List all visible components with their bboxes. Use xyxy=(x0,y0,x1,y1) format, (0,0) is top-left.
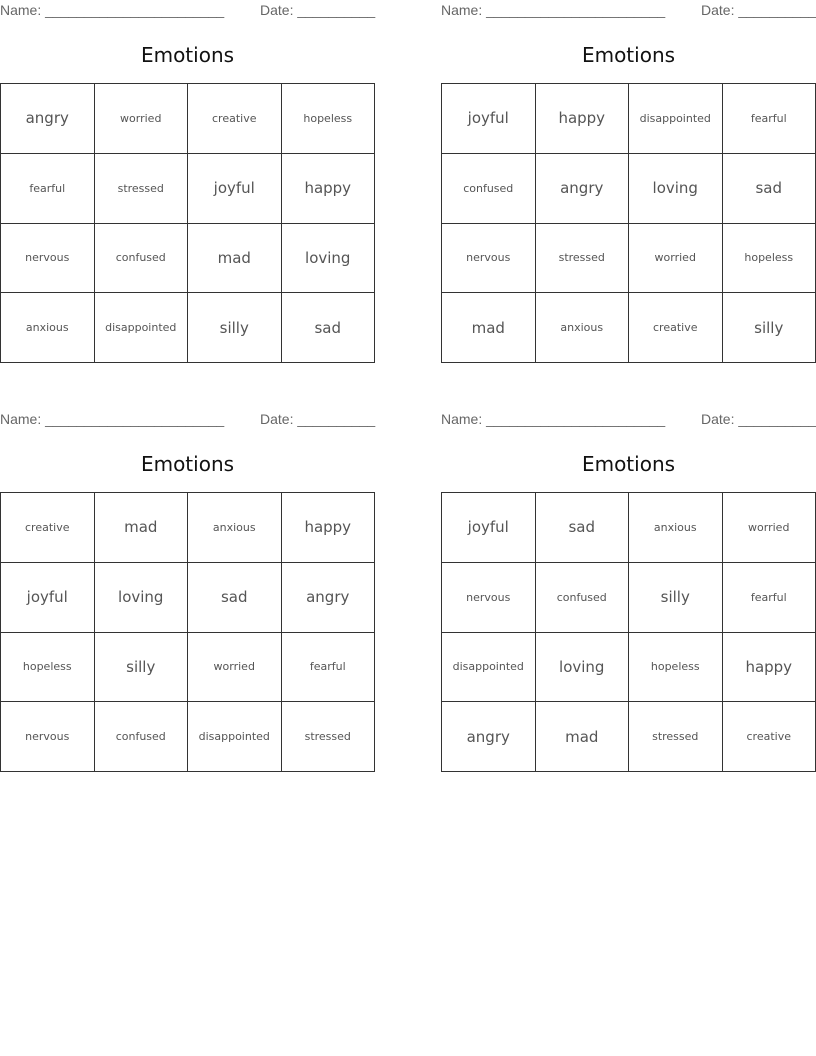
bingo-cell[interactable]: mad xyxy=(536,702,630,772)
name-date-row xyxy=(0,409,375,431)
bingo-cell[interactable]: sad xyxy=(536,493,630,563)
bingo-cell[interactable]: sad xyxy=(282,293,376,363)
bingo-cell[interactable]: mad xyxy=(95,493,189,563)
name-date-row xyxy=(441,409,816,431)
bingo-cell[interactable]: silly xyxy=(188,293,282,363)
bingo-cell[interactable]: loving xyxy=(282,224,376,294)
date-label: Date: xyxy=(701,2,735,18)
bingo-cell[interactable]: joyful xyxy=(1,563,95,633)
bingo-cell[interactable]: worried xyxy=(188,633,282,703)
name-blank[interactable]: _______________________ xyxy=(45,2,225,18)
bingo-cell[interactable]: disappointed xyxy=(629,84,723,154)
bingo-cell[interactable]: fearful xyxy=(1,154,95,224)
name-blank[interactable]: _______________________ xyxy=(45,411,225,427)
date-blank[interactable]: __________ xyxy=(297,2,376,18)
bingo-card xyxy=(0,409,376,744)
bingo-cell[interactable]: joyful xyxy=(188,154,282,224)
bingo-cell[interactable]: confused xyxy=(95,702,189,772)
bingo-cell[interactable]: stressed xyxy=(95,154,189,224)
date-field[interactable] xyxy=(260,411,375,427)
bingo-cell[interactable]: nervous xyxy=(442,224,536,294)
bingo-cell[interactable]: angry xyxy=(1,84,95,154)
bingo-cell[interactable]: creative xyxy=(629,293,723,363)
bingo-cell[interactable]: anxious xyxy=(629,493,723,563)
bingo-cell[interactable]: stressed xyxy=(282,702,376,772)
bingo-cell[interactable]: anxious xyxy=(188,493,282,563)
bingo-cell[interactable]: stressed xyxy=(536,224,630,294)
bingo-cell[interactable]: joyful xyxy=(442,493,536,563)
date-label: Date: xyxy=(260,2,294,18)
name-field[interactable] xyxy=(0,2,224,18)
bingo-cell[interactable]: worried xyxy=(629,224,723,294)
card-title: Emotions xyxy=(581,43,676,67)
name-blank[interactable]: _______________________ xyxy=(486,2,666,18)
bingo-cell[interactable]: nervous xyxy=(1,224,95,294)
bingo-card xyxy=(441,409,816,746)
bingo-cell[interactable]: mad xyxy=(442,293,536,363)
bingo-grid xyxy=(0,492,375,772)
bingo-cell[interactable]: hopeless xyxy=(629,633,723,703)
bingo-cell[interactable]: angry xyxy=(442,702,536,772)
bingo-cell[interactable]: worried xyxy=(723,493,816,563)
bingo-cell[interactable]: hopeless xyxy=(282,84,376,154)
bingo-cell[interactable]: silly xyxy=(95,633,189,703)
card-title: Emotions xyxy=(140,452,235,476)
name-label: Name: xyxy=(441,411,483,427)
date-blank[interactable]: __________ xyxy=(738,2,816,18)
bingo-cell[interactable]: loving xyxy=(629,154,723,224)
name-blank[interactable]: _______________________ xyxy=(486,411,666,427)
bingo-cell[interactable]: nervous xyxy=(442,563,536,633)
bingo-cell[interactable]: anxious xyxy=(536,293,630,363)
bingo-grid xyxy=(441,83,816,363)
bingo-cell[interactable]: confused xyxy=(442,154,536,224)
bingo-cell[interactable]: creative xyxy=(188,84,282,154)
bingo-cell[interactable]: loving xyxy=(95,563,189,633)
date-field[interactable] xyxy=(701,411,816,427)
bingo-cell[interactable]: creative xyxy=(723,702,816,772)
bingo-cell[interactable]: stressed xyxy=(629,702,723,772)
date-field[interactable] xyxy=(701,2,816,18)
bingo-cell[interactable]: disappointed xyxy=(188,702,282,772)
card-title: Emotions xyxy=(581,452,676,476)
name-label: Name: xyxy=(0,2,42,18)
bingo-card xyxy=(441,0,816,337)
bingo-cell[interactable]: happy xyxy=(536,84,630,154)
name-label: Name: xyxy=(0,411,42,427)
bingo-cell[interactable]: hopeless xyxy=(723,224,816,294)
bingo-cell[interactable]: confused xyxy=(536,563,630,633)
date-label: Date: xyxy=(260,411,294,427)
bingo-cell[interactable]: loving xyxy=(536,633,630,703)
bingo-cell[interactable]: confused xyxy=(95,224,189,294)
bingo-cell[interactable]: anxious xyxy=(1,293,95,363)
date-field[interactable] xyxy=(260,2,375,18)
bingo-cell[interactable]: sad xyxy=(723,154,816,224)
date-label: Date: xyxy=(701,411,735,427)
bingo-cell[interactable]: hopeless xyxy=(1,633,95,703)
name-date-row xyxy=(0,0,375,22)
name-date-row xyxy=(441,0,816,22)
bingo-cell[interactable]: disappointed xyxy=(442,633,536,703)
card-title: Emotions xyxy=(140,43,235,67)
name-field[interactable] xyxy=(0,411,224,427)
bingo-cell[interactable]: disappointed xyxy=(95,293,189,363)
bingo-card xyxy=(0,0,376,337)
date-blank[interactable]: __________ xyxy=(297,411,376,427)
bingo-cell[interactable]: mad xyxy=(188,224,282,294)
bingo-cell[interactable]: fearful xyxy=(723,84,816,154)
bingo-cell[interactable]: angry xyxy=(536,154,630,224)
bingo-cell[interactable]: sad xyxy=(188,563,282,633)
bingo-cell[interactable]: silly xyxy=(629,563,723,633)
date-blank[interactable]: __________ xyxy=(738,411,816,427)
bingo-cell[interactable]: happy xyxy=(282,493,376,563)
bingo-cell[interactable]: joyful xyxy=(442,84,536,154)
bingo-cell[interactable]: worried xyxy=(95,84,189,154)
bingo-cell[interactable]: creative xyxy=(1,493,95,563)
name-field[interactable] xyxy=(441,411,665,427)
bingo-cell[interactable]: angry xyxy=(282,563,376,633)
bingo-cell[interactable]: silly xyxy=(723,293,816,363)
bingo-grid xyxy=(441,492,816,772)
bingo-cell[interactable]: happy xyxy=(723,633,816,703)
name-label: Name: xyxy=(441,2,483,18)
bingo-cell[interactable]: nervous xyxy=(1,702,95,772)
name-field[interactable] xyxy=(441,2,665,18)
bingo-cell[interactable]: fearful xyxy=(723,563,816,633)
bingo-cell[interactable]: fearful xyxy=(282,633,376,703)
bingo-grid xyxy=(0,83,375,363)
bingo-cell[interactable]: happy xyxy=(282,154,376,224)
